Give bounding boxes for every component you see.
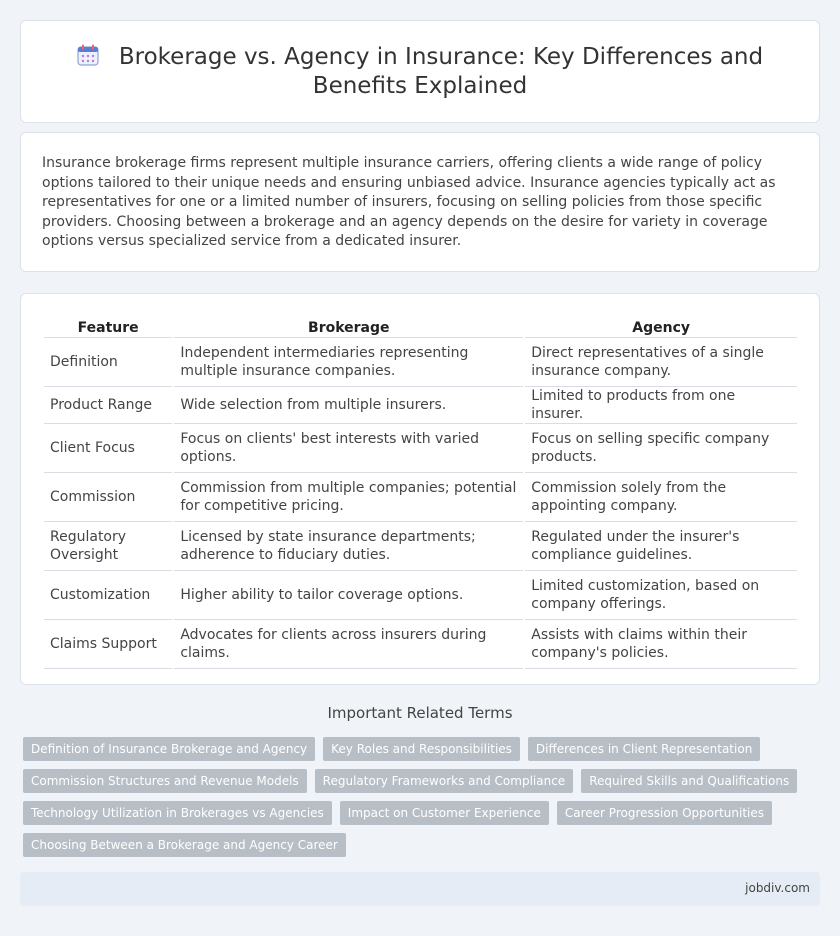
- agency-cell: Focus on selling specific company products.: [525, 424, 797, 473]
- page-title: Brokerage vs. Agency in Insurance: Key Differences and Benefits Explained: [118, 44, 764, 99]
- tag-row: [23, 737, 783, 761]
- feature-cell: Client Focus: [44, 424, 172, 473]
- calendar-icon: [77, 44, 99, 66]
- header-agency: Agency: [525, 316, 797, 338]
- related-terms-title: Important Related Terms: [327, 704, 513, 722]
- header-feature: Feature: [44, 316, 172, 338]
- related-tag[interactable]: Key Roles and Responsibilities: [323, 737, 520, 761]
- feature-cell: Product Range: [44, 387, 172, 424]
- brokerage-cell: Higher ability to tailor coverage options.: [174, 571, 523, 620]
- related-tag[interactable]: Definition of Insurance Brokerage and Agency: [23, 737, 315, 761]
- brokerage-cell: Focus on clients' best interests with varied options.: [174, 424, 523, 473]
- feature-cell: Customization: [44, 571, 172, 620]
- related-tag[interactable]: Technology Utilization in Brokerages vs Agencies: [23, 801, 332, 825]
- tag-row: [23, 769, 790, 793]
- related-tag[interactable]: Commission Structures and Revenue Models: [23, 769, 307, 793]
- table-row: [44, 424, 797, 473]
- intro-card: [20, 132, 820, 272]
- agency-cell: Direct representatives of a single insurance company.: [525, 338, 797, 387]
- brokerage-cell: Advocates for clients across insurers during claims.: [174, 620, 523, 669]
- header-brokerage: Brokerage: [174, 316, 523, 338]
- related-tag[interactable]: Career Progression Opportunities: [557, 801, 772, 825]
- tag-row: [23, 833, 783, 857]
- header-card: [20, 20, 820, 123]
- table-row: [44, 620, 797, 669]
- agency-cell: Commission solely from the appointing company.: [525, 473, 797, 522]
- agency-cell: Limited customization, based on company offerings.: [525, 571, 797, 620]
- table-row: [44, 571, 797, 620]
- footer-site-link[interactable]: jobdiv.com: [745, 881, 810, 895]
- brokerage-cell: Wide selection from multiple insurers.: [174, 387, 523, 424]
- brokerage-cell: Licensed by state insurance departments; adherence to fiduciary duties.: [174, 522, 523, 571]
- agency-cell: Limited to products from one insurer.: [525, 387, 797, 424]
- related-tag[interactable]: Choosing Between a Brokerage and Agency Career: [23, 833, 346, 857]
- footer: [20, 872, 820, 906]
- related-tag[interactable]: Impact on Customer Experience: [340, 801, 549, 825]
- comparison-table-card: [20, 293, 820, 685]
- feature-cell: Regulatory Oversight: [44, 522, 172, 571]
- brokerage-cell: Independent intermediaries representing multiple insurance companies.: [174, 338, 523, 387]
- related-tag[interactable]: Regulatory Frameworks and Compliance: [315, 769, 574, 793]
- tag-row: [23, 801, 783, 825]
- intro-paragraph: Insurance brokerage firms represent multiple insurance carriers, offering clients a wide range of policy options tailored to their unique needs and ensuring unbiased advice. Insurance agencies typically act as representatives for one or a limited number of insurers, focusing on selling policies from those specific providers. Choosing between a brokerage and an agency depends on the desire for variety in coverage options versus specialized service from a dedicated insurer.: [42, 155, 776, 250]
- table-row: [44, 338, 797, 387]
- agency-cell: Regulated under the insurer's compliance guidelines.: [525, 522, 797, 571]
- related-terms-tags: [23, 737, 790, 865]
- page-title-wrap: [21, 43, 819, 101]
- related-tag[interactable]: Differences in Client Representation: [528, 737, 760, 761]
- table-row: [44, 522, 797, 571]
- feature-cell: Definition: [44, 338, 172, 387]
- related-tag[interactable]: Required Skills and Qualifications: [581, 769, 797, 793]
- comparison-table: [42, 316, 799, 669]
- agency-cell: Assists with claims within their company's policies.: [525, 620, 797, 669]
- feature-cell: Commission: [44, 473, 172, 522]
- table-header-row: [44, 316, 797, 338]
- table-row: [44, 473, 797, 522]
- brokerage-cell: Commission from multiple companies; potential for competitive pricing.: [174, 473, 523, 522]
- table-row: [44, 387, 797, 424]
- feature-cell: Claims Support: [44, 620, 172, 669]
